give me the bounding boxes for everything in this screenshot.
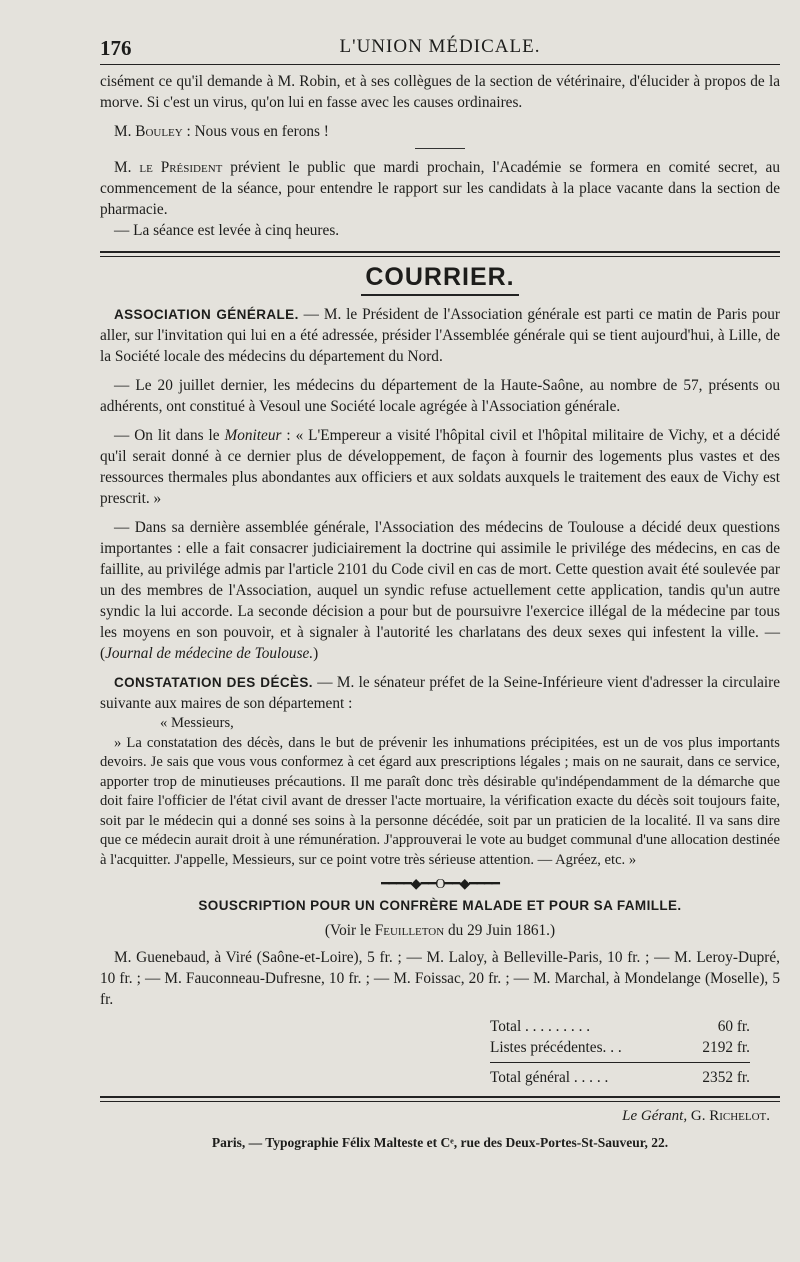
speaker-text: prévient le public que mardi prochain, l'Académie se formera en comité secret, au commencement de la séance, pour entendre le rapport sur les candidats à la place vacante dans la section de pharmacie. xyxy=(100,159,780,218)
speaker-name: M. Bouley : xyxy=(114,123,191,140)
bouley-reply xyxy=(100,121,780,142)
footer-rule xyxy=(100,1096,780,1102)
courrier-heading xyxy=(100,263,780,296)
totals-row xyxy=(490,1016,750,1037)
text-fragment: (Voir le xyxy=(324,922,375,939)
donor-list: M. Guenebaud, à Viré (Saône-et-Loire), 5 fr. ; — M. Laloy, à Belleville-Paris, 10 fr. ; — M. Leroy-Dupré, 10 fr. ; — M. Fauconneau-Dufresne, 10 fr. ; — M. Foissac, 20 fr. ; — M. Marchal, à Mondelange (Moselle), 5 fr. xyxy=(100,949,780,1008)
session-close: — La séance est levée à cinq heures. xyxy=(114,222,340,239)
speaker-text: Nous vous en ferons ! xyxy=(190,123,329,140)
text-fragment: : « L'Empereur a visité l'hôpital civil et l'hôpital militaire de Vichy, et a décidé qu'il serait donné à ce dernier plus de développement, de façon à fournir des logements plus vastes et des ressources thermales plus abondantes aux officiers et aux soldats auxquels le traitement des eaux de Vichy est prescrit. » xyxy=(100,427,780,507)
page-number: 176 xyxy=(100,36,132,60)
speaker-name: M. le Président xyxy=(114,159,223,176)
article-heading: ASSOCIATION GÉNÉRALE. xyxy=(114,307,299,322)
gerant-signature xyxy=(100,1108,780,1125)
news-haute-saone: — Le 20 juillet dernier, les médecins du département de la Haute-Saône, au nombre de 57, présents ou adhérents, ont constitué à Vesoul une Société locale agrégée à l'Association générale. xyxy=(100,377,780,415)
totals-label: Listes précédentes. . . xyxy=(490,1039,622,1056)
totals-rule xyxy=(490,1062,750,1063)
circular-text: » La constatation des décès, dans le but de prévenir les inhumations précipitées, est un de vos plus importants devoirs. Je sais que vous vous conformez à cet égard aux prescriptions légales ; mais on ne saurait, dans ce service, apporter trop de minutieuses précautions. Il me paraît donc très désirable qu'indépendamment de la démarche que doit faire l'officier de l'état civil avant de dresser l'acte mortuaire, la vérification exacte du décès soit toujours faite, soit par le médecin qui a donné ses soins à la personne décédée, soit par un praticien de la localité. Il va sans dire que ce médecin aurait droit à une rémunération. J'approuverai le vote au budget communal d'une allocation destinée à l'acquitter. J'appelle, Messieurs, sur ce point votre très sérieuse attention. — Agréez, etc. » xyxy=(100,734,780,868)
totals-row xyxy=(490,1037,750,1058)
text-fragment: ) xyxy=(313,645,319,662)
grand-total-row xyxy=(490,1067,750,1088)
text-fragment: du 29 Juin 1861.) xyxy=(444,922,556,939)
grand-total-value: 2352 fr. xyxy=(702,1069,750,1086)
running-title: L'UNION MÉDICALE. xyxy=(339,36,541,57)
subscription-title xyxy=(100,895,780,916)
source-citation: Journal de médecine de Toulouse. xyxy=(105,645,314,662)
ornament-divider: ━━━━◆━━O━━◆━━━━ xyxy=(381,877,499,892)
intro-paragraph: cisément ce qu'il demande à M. Robin, et à ses collègues de la section de vétérinaire, d'élucider à propos de la morve. Si c'est un virus, qu'on lui en fasse avec les causes ordinaires. xyxy=(100,73,780,111)
subscription-reference xyxy=(100,920,780,941)
article-heading: CONSTATATION DES DÉCÈS. xyxy=(114,675,313,690)
journal-name: Moniteur xyxy=(224,427,282,444)
totals-value: 2192 fr. xyxy=(702,1039,750,1056)
news-vichy xyxy=(100,425,780,509)
subscription-title-text: SOUSCRIPTION POUR UN CONFRÈRE MALADE ET POUR SA FAMILLE. xyxy=(198,898,682,913)
article-association xyxy=(100,304,780,367)
totals-table xyxy=(490,1016,750,1088)
page-footer xyxy=(100,1108,780,1151)
article-text: — M. le Président de l'Association générale est parti ce matin de Paris pour aller, sur l'invitation qui lui en a été adressée, présider l'Assemblée générale qui se tient aujourd'hui, à Lille, de la Société locale des médecins du département du Nord. xyxy=(100,306,780,365)
totals-value: 60 fr. xyxy=(717,1018,750,1035)
totals-label: Total . . . . . . . . . xyxy=(490,1018,591,1035)
gerant-name: G. Richelot. xyxy=(687,1108,770,1124)
grand-total-label: Total général . . . . . xyxy=(490,1069,609,1086)
page xyxy=(100,30,780,1151)
section-title: COURRIER. xyxy=(361,263,518,296)
circular-quote xyxy=(100,714,780,870)
news-toulouse xyxy=(100,517,780,664)
printer-imprint: Paris, — Typographie Félix Malteste et Cᵉ, rue des Deux-Portes-St-Sauveur, 22. xyxy=(211,1135,669,1150)
section-rule xyxy=(100,251,780,257)
text-fragment: — Dans sa dernière assemblée générale, l'Association des médecins de Toulouse a décidé deux questions importantes : elle a fait consacrer judiciairement la doctrine qui assimile le privilége des médecins, en cas de faillite, au privilége admis par l'article 2101 du Code civil en cas de mort. Cette question avait été soulevée par un des membres de l'Association, auquel un syndic refuse actuellement cette application, tandis qu'un autre syndic la lui accorde. La seconde décision a pour but de poursuivre l'exercice illégal de la médecine par tous les moyens en son pouvoir, et à signaler à l'autorité les charlatans des deux sexes qui infestent la ville. xyxy=(100,519,780,641)
gerant-label: Le Gérant, xyxy=(622,1108,688,1124)
text-fragment: — ( xyxy=(100,624,780,662)
article-deces xyxy=(100,672,780,714)
salutation: « Messieurs, xyxy=(160,715,234,731)
divider xyxy=(415,148,465,149)
president-notice xyxy=(100,157,780,220)
text-fragment: — On lit dans le xyxy=(114,427,225,444)
feuilleton-word: Feuilleton xyxy=(374,922,445,939)
page-header xyxy=(100,30,780,64)
article-text: — M. le sénateur préfet de la Seine-Inférieure vient d'adresser la circulaire suivante aux maires de son département : xyxy=(100,674,780,712)
